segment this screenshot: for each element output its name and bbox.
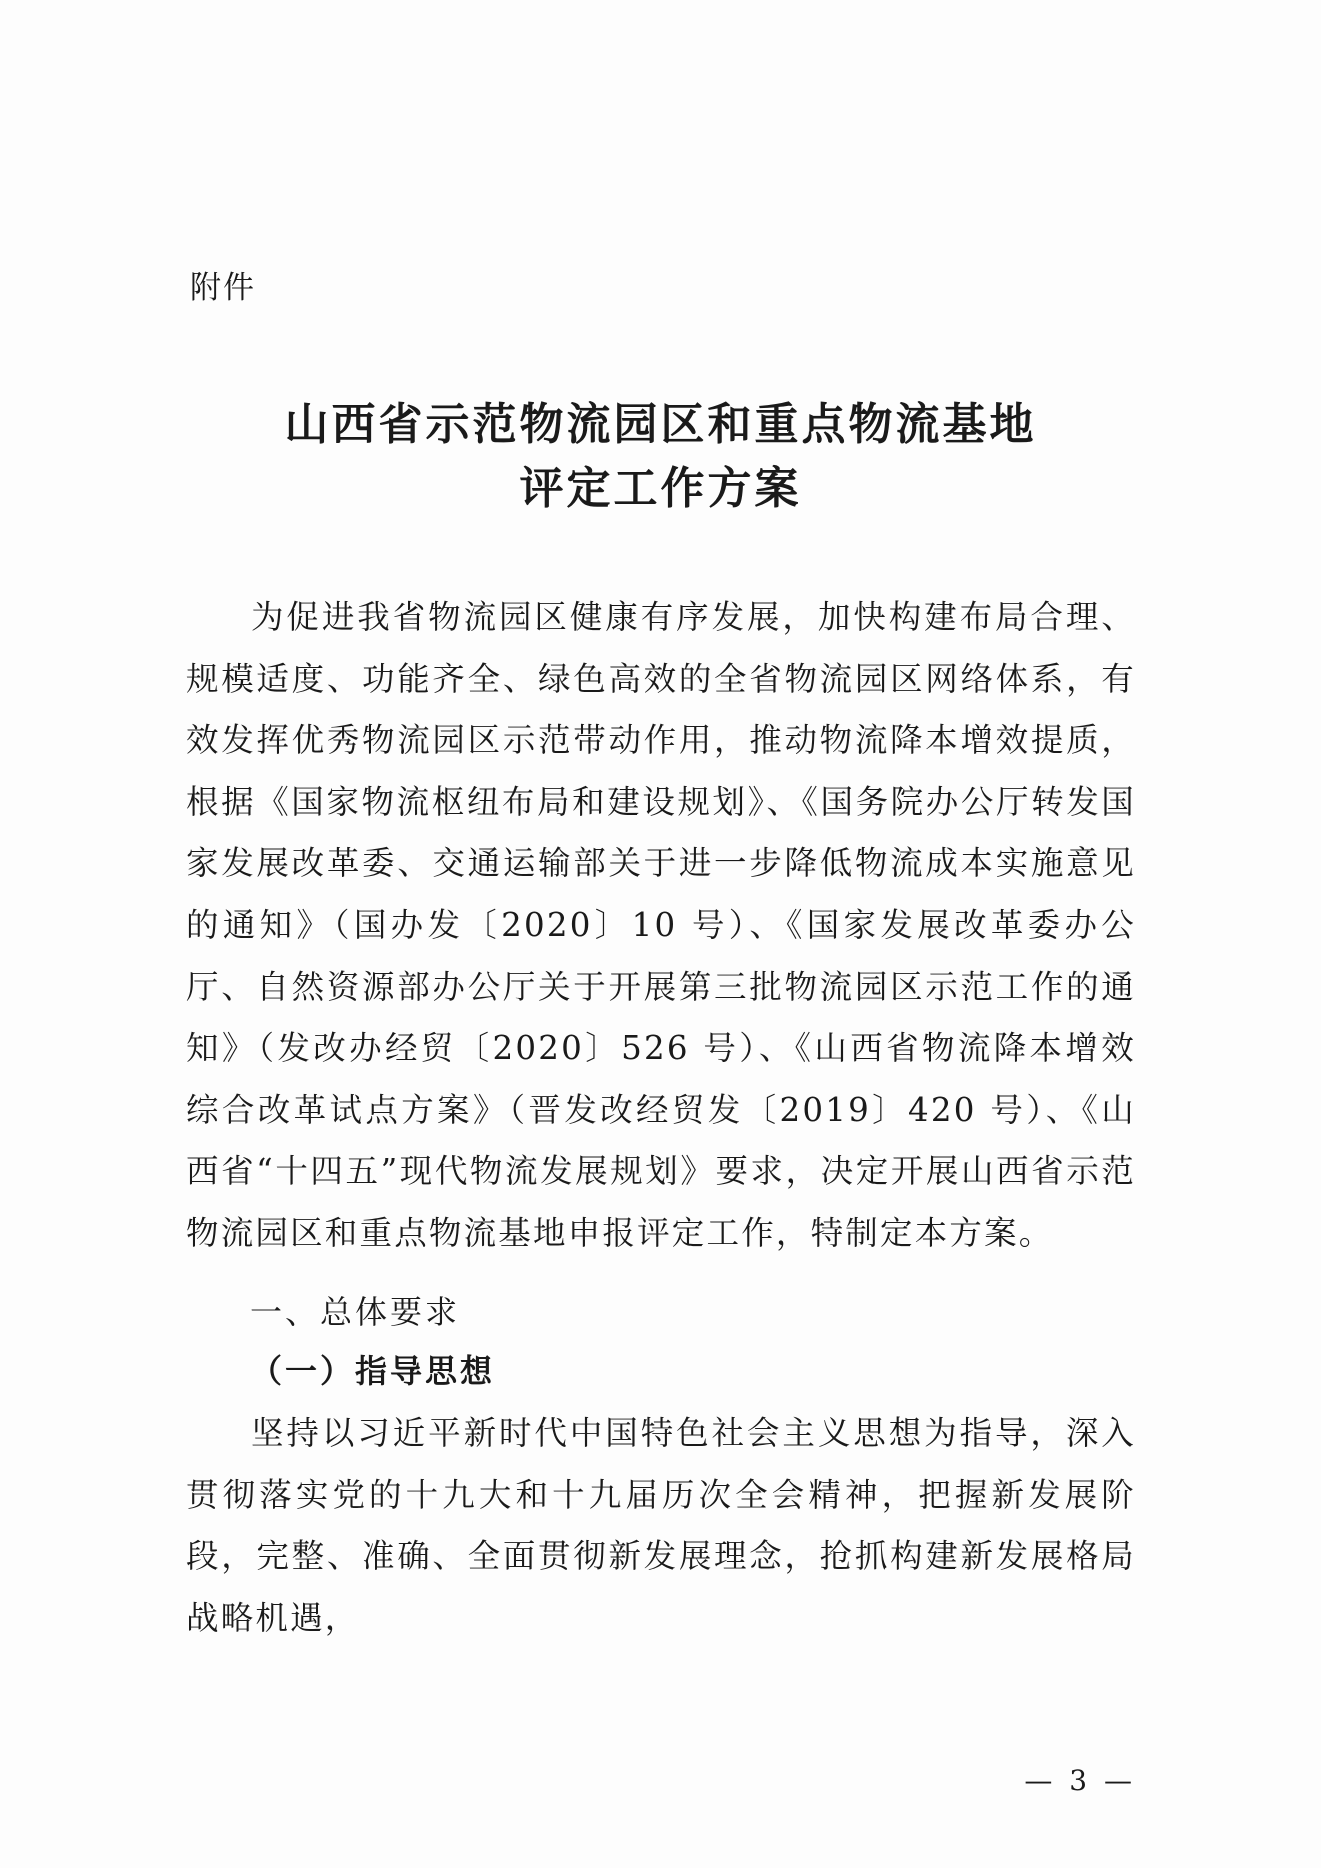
document-title-line-2: 评定工作方案 <box>519 463 802 514</box>
document-title-line-1: 山西省示范物流园区和重点物流基地 <box>284 399 1037 450</box>
attachment-label: 附件 <box>190 270 256 306</box>
section-heading: 一、总体要求 <box>250 1293 461 1331</box>
intro-paragraph: 为促进我省物流园区健康有序发展，加快构建布局合理、规模适度、功能齐全、绿色高效的全省物流园区网络体系，有效发挥优秀物流园区示范带动作用，推动物流降本增效提质，根据《国家物流枢纽布局和建设规划》、《国务院办公厅转发国家发展改革委、交通运输部关于进一步降低物流成本实施意见的通知》（国办发〔2020〕10 号）、《国家发展改革委办公厅、自然资源部办公厅关于开展第三批物流园区示范工作的通知》（发改办经贸〔2020〕526 号）、《山西省物流降本增效综合改革试点方案》（晋发改经贸发〔2019〕420 号）、《山西省“十四五”现代物流发展规划》要求，决定开展山西省示范物流园区和重点物流基地申报评定工作，特制定本方案。 <box>186 598 1136 1252</box>
subsection-heading: （一）指导思想 <box>250 1352 496 1390</box>
page-number: — 3 — <box>1024 1764 1136 1797</box>
guiding-paragraph: 坚持以习近平新时代中国特色社会主义思想为指导，深入贯彻落实党的十九大和十九届历次全会精神，把握新发展阶段，完整、准确、全面贯彻新发展理念，抢抓构建新发展格局战略机遇， <box>186 1414 1136 1637</box>
